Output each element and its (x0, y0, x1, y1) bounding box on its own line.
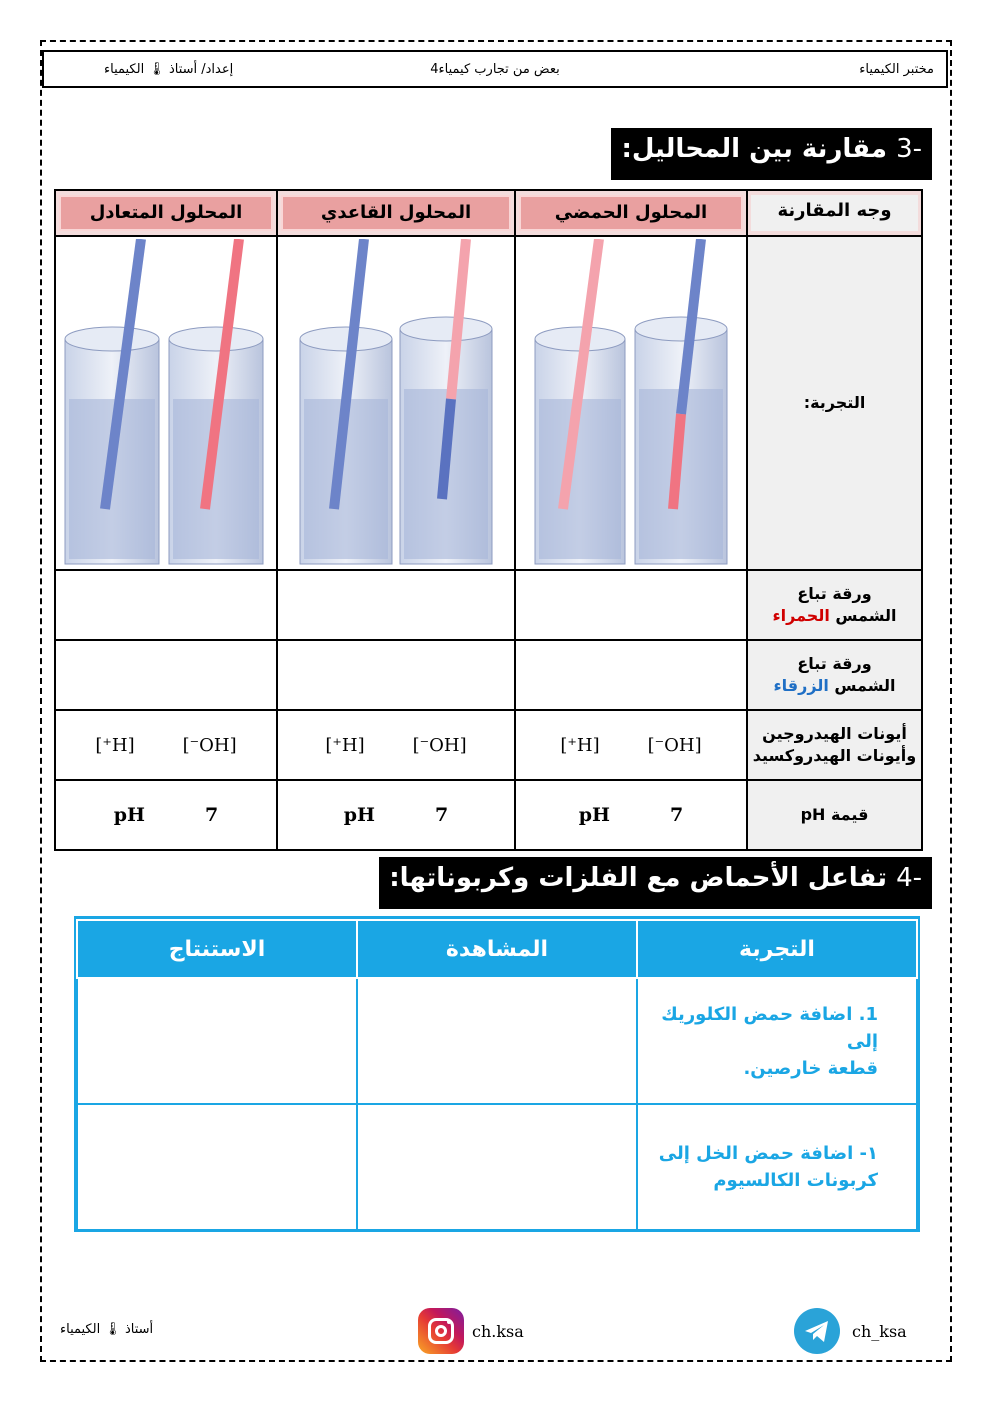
acidic-ph-cell[interactable]: 7pH (515, 780, 747, 850)
comparison-table (54, 189, 923, 851)
instagram-handle[interactable]: ch.ksa (472, 1322, 524, 1341)
label-blue-litmus: ورقة تباع الشمس الزرقاء (747, 640, 922, 710)
telegram-handle[interactable]: ch_ksa (852, 1322, 907, 1341)
basic-ions-cell[interactable]: [OH⁻][H⁺] (277, 710, 515, 780)
header-subtitle: بعض من تجارب كيمياء4 (430, 62, 560, 77)
neutral-red-litmus-cell[interactable] (55, 570, 277, 640)
section-4-title: -4 تفاعل الأحماض مع الفلزات وكربوناتها: (379, 857, 932, 909)
header-author: إعداد/ أستاذ 🌡 الكيمياء (104, 62, 234, 77)
header-observation: المشاهدة (357, 920, 637, 978)
label-red-litmus: ورقة تباع الشمس الحمراء (747, 570, 922, 640)
label-ph: قيمة pH (747, 780, 922, 850)
label-experiment: التجربة: (747, 236, 922, 570)
neutral-ph-cell[interactable]: 7pH (55, 780, 277, 850)
acidic-red-litmus-cell[interactable] (515, 570, 747, 640)
header-neutral: المحلول المتعادل (55, 190, 277, 236)
page-footer (42, 1306, 948, 1356)
neutral-beakers-image (55, 236, 277, 570)
neutral-ions-cell[interactable]: [OH⁻][H⁺] (55, 710, 277, 780)
basic-ph-cell[interactable]: 7pH (277, 780, 515, 850)
conclusion-1-cell[interactable] (77, 978, 357, 1104)
acidic-beakers-image (515, 236, 747, 570)
experiment-1: 1. اضافة حمض الكلوريك إلى قطعة خارصين. (637, 978, 917, 1104)
basic-blue-litmus-cell[interactable] (277, 640, 515, 710)
basic-red-litmus-cell[interactable] (277, 570, 515, 640)
header-lab-title: مختبر الكيمياء (859, 62, 934, 77)
footer-author: أستاذ 🌡 الكيمياء (60, 1322, 154, 1337)
neutral-blue-litmus-cell[interactable] (55, 640, 277, 710)
header-experiment: التجربة (637, 920, 917, 978)
observation-2-cell[interactable] (357, 1104, 637, 1230)
page-header (42, 50, 948, 88)
instagram-icon[interactable] (418, 1308, 464, 1354)
label-ions: أيونات الهيدروجين وأيونات الهيدروكسيد (747, 710, 922, 780)
header-basic: المحلول القاعدي (277, 190, 515, 236)
telegram-icon[interactable] (794, 1308, 840, 1354)
acidic-blue-litmus-cell[interactable] (515, 640, 747, 710)
header-comparison-aspect: وجه المقارنة (747, 190, 922, 236)
basic-beakers-image (277, 236, 515, 570)
observation-1-cell[interactable] (357, 978, 637, 1104)
section-3-title: -3 مقارنة بين المحاليل: (611, 128, 932, 180)
reaction-table (76, 919, 918, 1231)
conclusion-2-cell[interactable] (77, 1104, 357, 1230)
acidic-ions-cell[interactable]: [OH⁻][H⁺] (515, 710, 747, 780)
experiment-2: ١- اضافة حمض الخل إلى كربونات الكالسيوم (637, 1104, 917, 1230)
header-acidic: المحلول الحمضي (515, 190, 747, 236)
header-conclusion: الاستنتاج (77, 920, 357, 978)
